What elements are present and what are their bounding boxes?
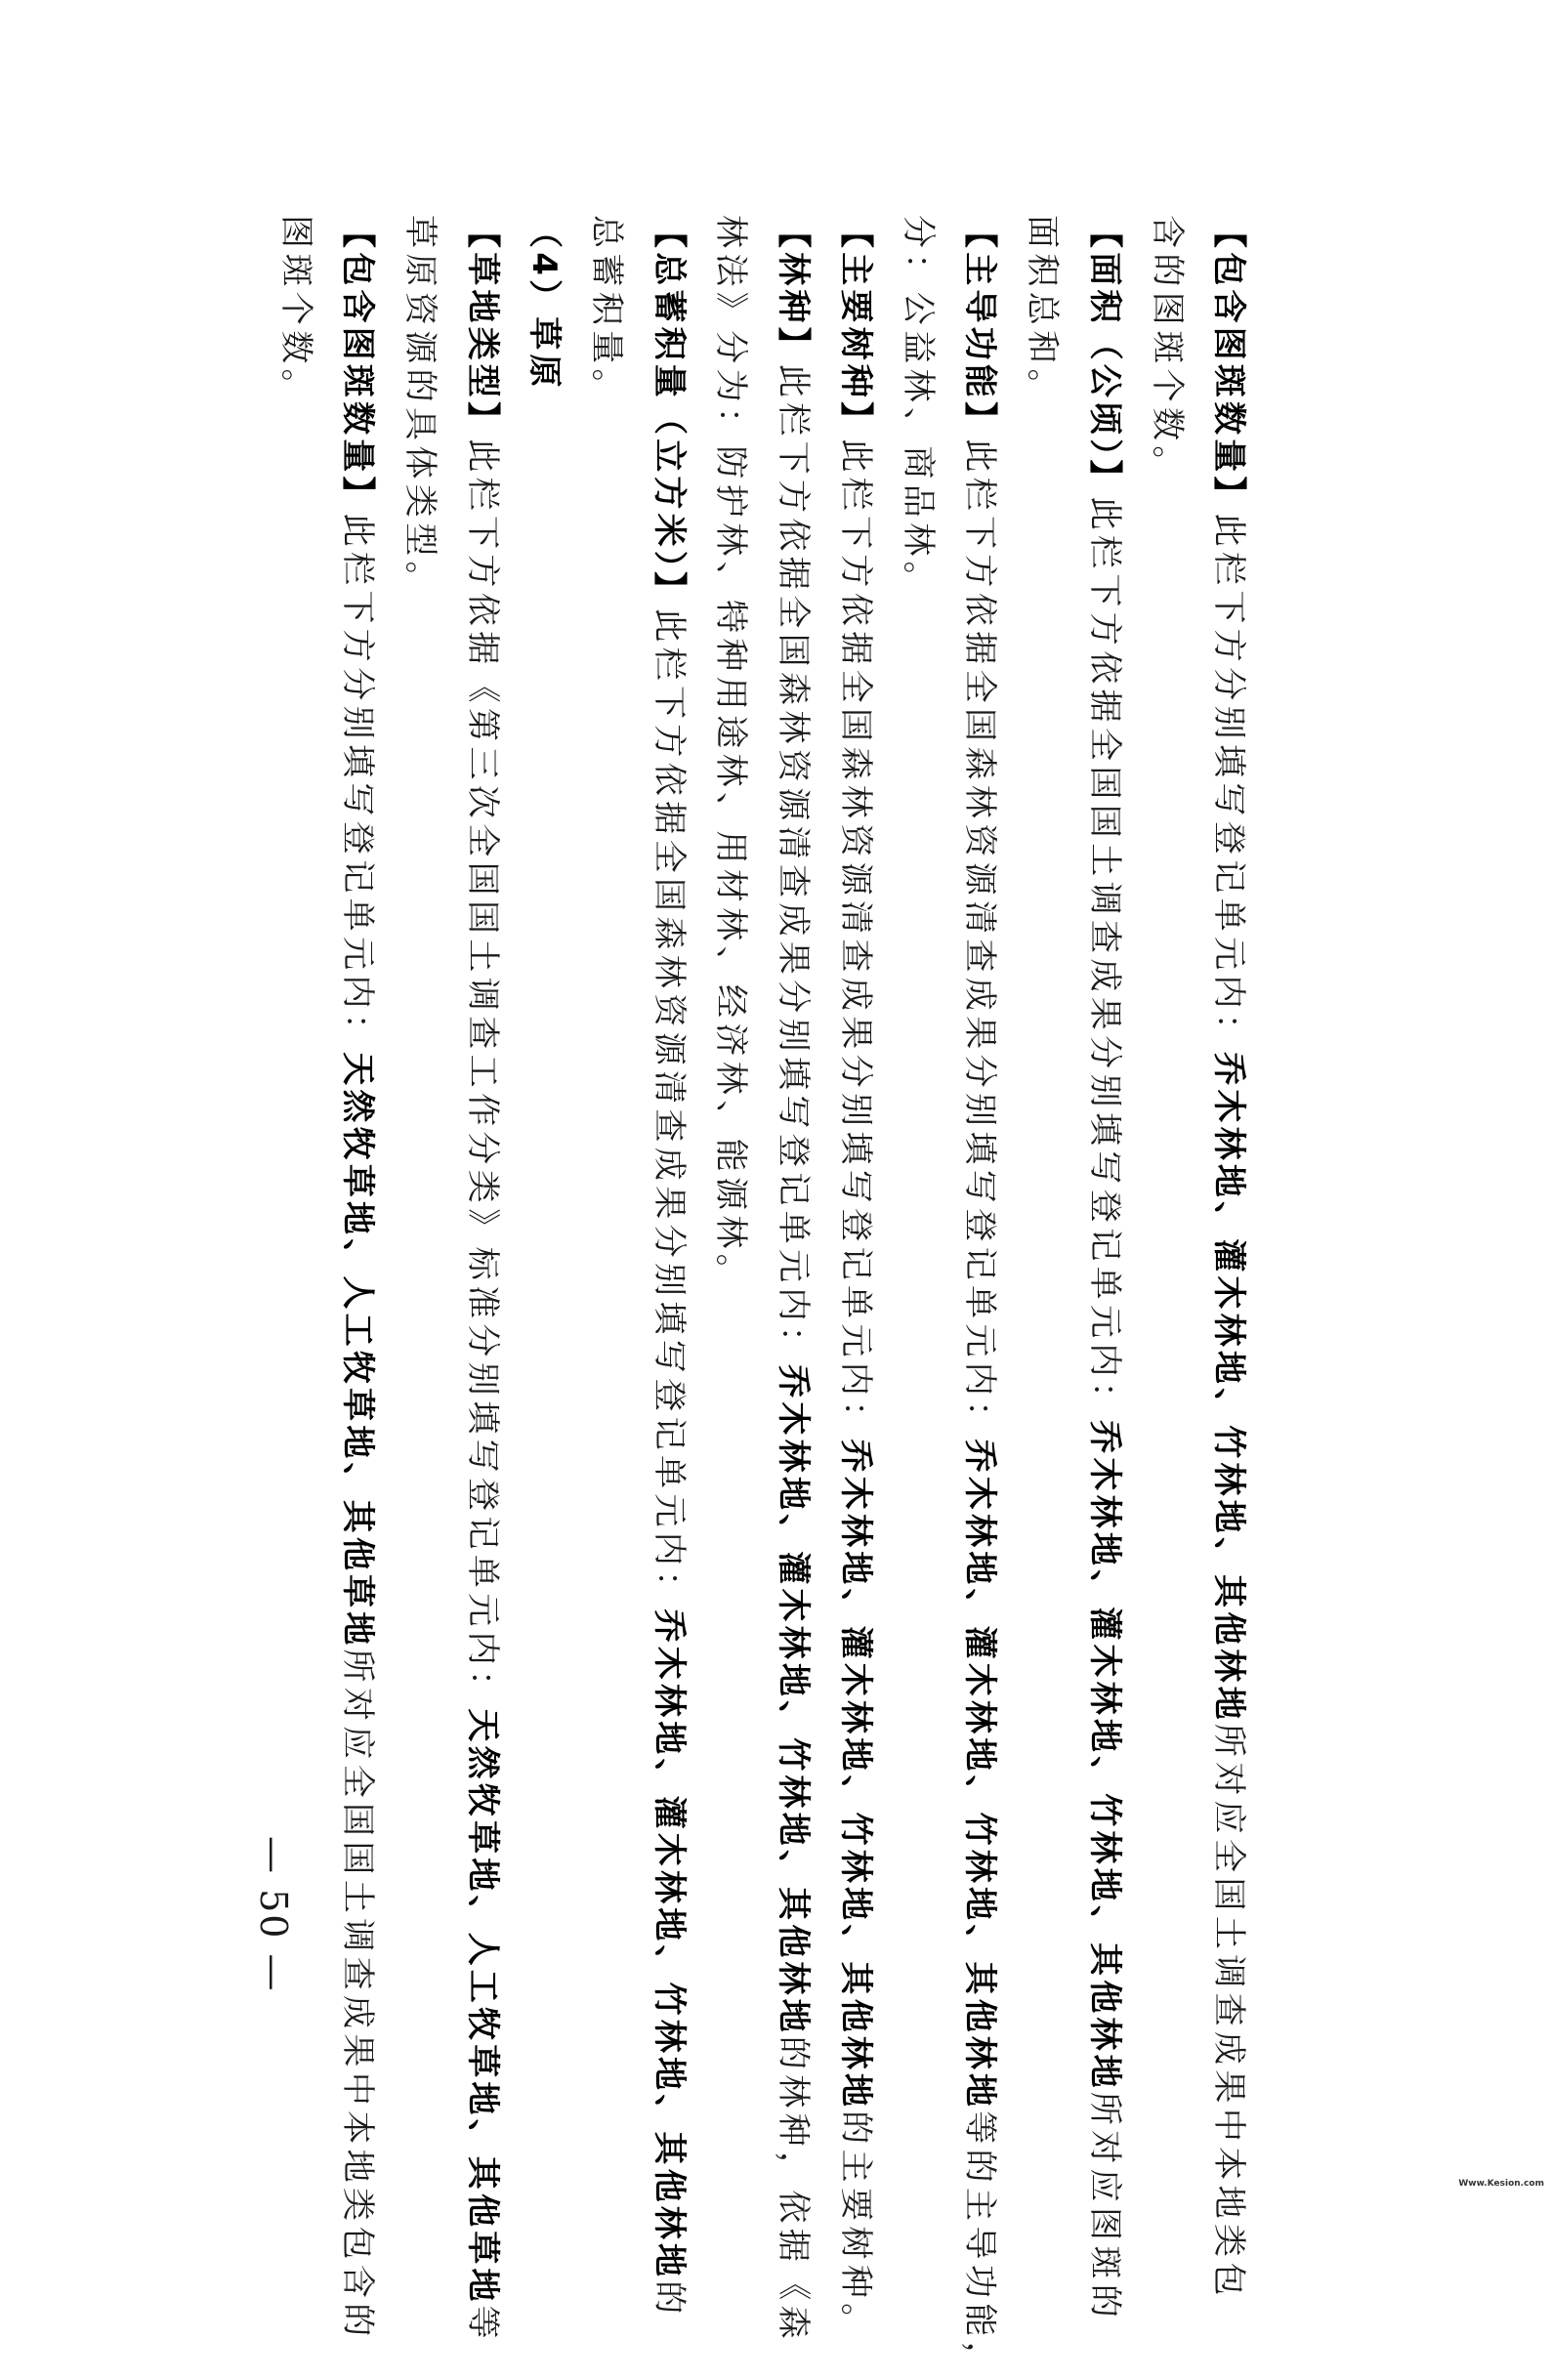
body-text: 此栏下方分别填写登记单元内： <box>1209 513 1248 1053</box>
text-line <box>638 215 700 2319</box>
text-line <box>265 215 327 2012</box>
bold-term: 乔木林地、灌木林地、竹林地、其他林地 <box>1209 1052 1248 1724</box>
text-line <box>1136 215 1198 2012</box>
bold-term: 天然牧草地、人工牧草地、其他草地 <box>338 1052 377 1649</box>
bold-term: 【主导功能】 <box>960 215 999 439</box>
bold-term: 乔木林地、灌木林地、竹林地、其他林地 <box>649 1608 689 2281</box>
bold-term: 【包含图斑数量】 <box>338 215 377 514</box>
text-line <box>948 215 1011 2380</box>
bold-term: 乔木林地、灌木林地、竹林地、其他林地 <box>774 1364 813 2036</box>
body-text: 面积总和。 <box>1023 215 1062 407</box>
body-text: 所对应全国国土调查成果中本地类包含的 <box>338 1649 377 2342</box>
text-line <box>1073 215 1136 2323</box>
text-line <box>887 215 949 2012</box>
text-line <box>1197 215 1260 2301</box>
body-text: 等 <box>463 2305 502 2345</box>
page-footer <box>215 1807 459 1993</box>
bold-term: （4）草原 <box>524 215 564 392</box>
body-text: 含的图斑个数。 <box>1148 215 1187 484</box>
body-text: 总蓄积量。 <box>587 215 626 407</box>
body-text: 此栏下方依据全国森林资源清查成果分别填写登记单元内： <box>774 363 813 1365</box>
text-line <box>762 215 824 2345</box>
bold-term: 【包含图斑数量】 <box>1209 215 1248 514</box>
bold-term: 乔木林地、灌木林地、竹林地、其他林地 <box>960 1439 999 2111</box>
body-text: 此栏下方依据全国森林资源清查成果分别填写登记单元内： <box>649 608 689 1609</box>
text-line <box>326 215 389 2342</box>
watermark-text: Www.Kesion.com <box>1458 2179 1544 2189</box>
body-text: 所对应全国土调查成果中本地类包 <box>1209 1723 1248 2301</box>
text-line <box>1011 215 1073 2012</box>
bold-term: 【总蓄积量（立方米）】 <box>649 215 689 609</box>
bold-term: 【林种】 <box>774 215 813 364</box>
text-line <box>575 215 638 2012</box>
bold-term: 【草地类型】 <box>463 215 502 439</box>
text-line <box>451 215 514 2345</box>
bold-term: 乔木林地、灌木林地、竹林地、其他林地 <box>1085 1420 1124 2092</box>
body-text: 的林种，依据《森 <box>774 2035 813 2345</box>
body-text: 林法》分为：防护林、特种用途林、用材林、经济林、能源林。 <box>711 215 750 1293</box>
body-text: 所对应图斑的 <box>1085 2091 1124 2323</box>
text-line <box>699 215 762 2012</box>
body-text: 等的主导功能， <box>960 2110 999 2380</box>
text-line <box>824 215 887 2342</box>
body-text: 图斑个数。 <box>276 215 315 407</box>
bold-term: 【主要树种】 <box>836 215 875 439</box>
page-number: — 50 — <box>252 1836 295 1993</box>
text-line <box>389 215 451 2012</box>
body-text: 草原资源的具体类型。 <box>400 215 440 600</box>
bold-term: 【面积（公顷）】 <box>1085 215 1124 497</box>
bold-term: 天然牧草地、人工牧草地、其他草地 <box>463 1708 502 2306</box>
body-text: 此栏下方分别填写登记单元内： <box>338 513 377 1053</box>
bold-term: 乔木林地、灌木林地、竹林地、其他林地 <box>836 1439 875 2111</box>
body-text: 分：公益林、商品林。 <box>899 215 938 600</box>
body-text: 此栏下方依据《第三次全国国土调查工作分类》标准分别填写登记单元内： <box>463 438 502 1709</box>
body-text: 此栏下方依据全国森林资源清查成果分别填写登记单元内： <box>960 438 999 1440</box>
body-text: 此栏下方依据全国森林资源清查成果分别填写登记单元内： <box>836 438 875 1440</box>
body-text: 此栏下方依据全国国土调查成果分别填写登记单元内： <box>1085 496 1124 1421</box>
rotated-text-block <box>244 215 1260 2380</box>
body-text: 的 <box>649 2280 689 2319</box>
text-line <box>513 215 575 2012</box>
body-text: 的主要树种。 <box>836 2110 875 2342</box>
